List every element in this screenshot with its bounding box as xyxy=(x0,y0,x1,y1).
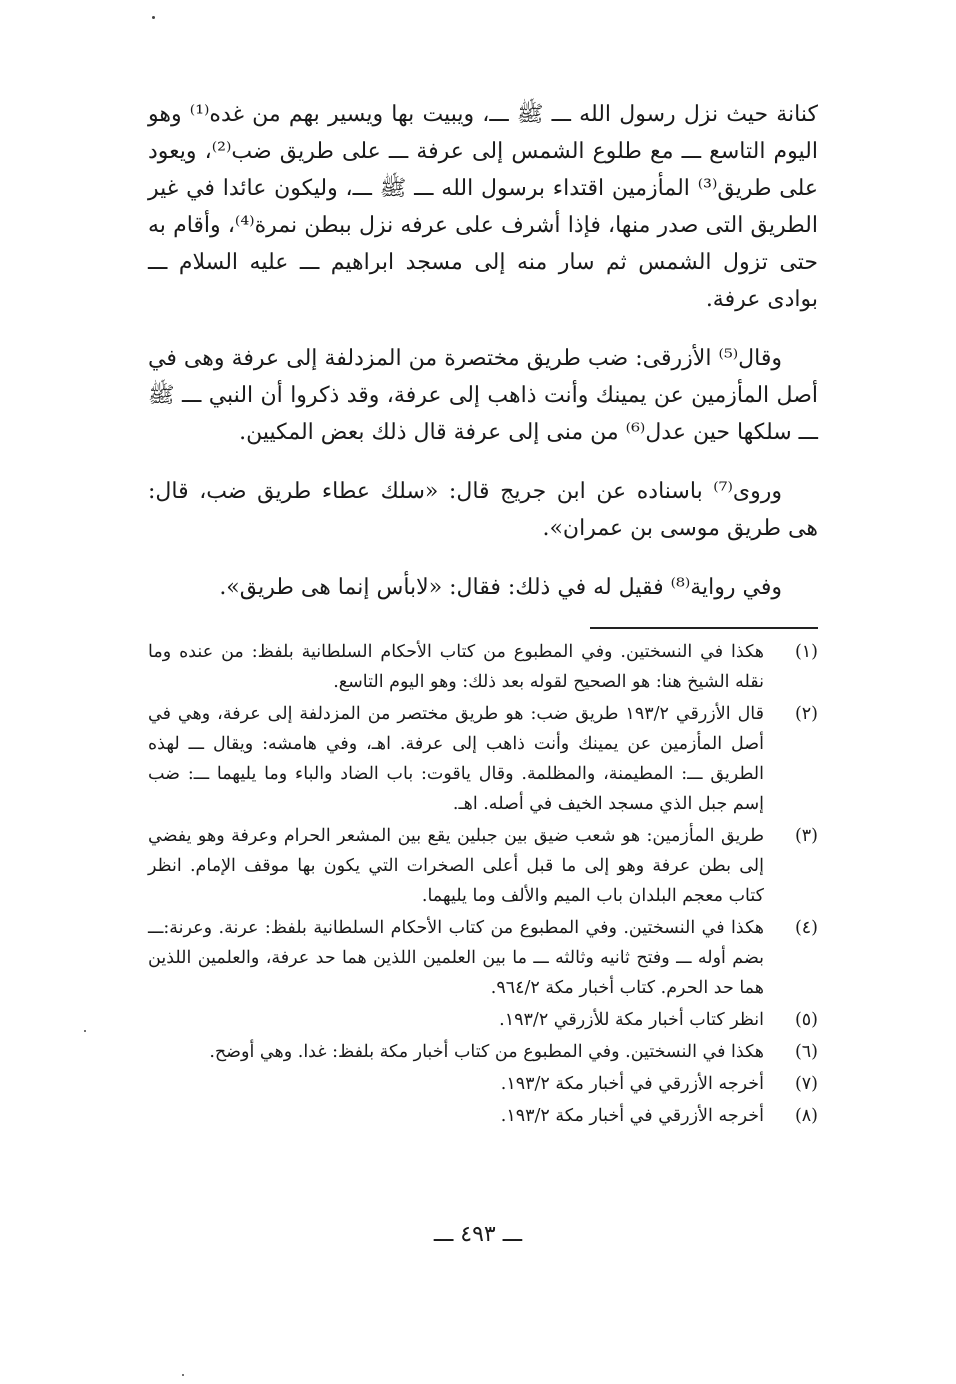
footnote-text: أخرجه الأزرقي في أخبار مكة ١٩٣/٢. xyxy=(500,1106,764,1126)
scan-speck xyxy=(84,1030,86,1032)
footnote-text: هكذا في النسختين. وفي المطبوع من كتاب الأحكام السلطانية بلفظ: من عنده وما نقله الشيخ هنا: هو الصحيح لقوله بعد ذلك: وهو اليوم التاسع. xyxy=(148,642,764,692)
footnote-text: هكذا في النسختين. وفي المطبوع من كتاب أخبار مكة بلفظ: غدا. وهي أوضح. xyxy=(209,1042,764,1062)
footnote-text: هكذا في النسختين. وفي المطبوع من كتاب الأحكام السلطانية بلفظ: عرنة. وعرنة:ـــ بضم أوله ـــ وفتح ثانيه وثالثه ـــ ما بين العلمين اللذين هما حد عرفة، والعلمين اللذين هما حد الحرم. كتاب أخبار مكة ٩٦٤/٢. xyxy=(148,918,764,998)
footnote-text: قال الأزرقي ١٩٣/٢ طريق ضب: هو طريق مختصر من المزدلفة إلى عرفة، وهي في أصل المأزمين عن يمينك وأنت ذاهب إلى عرفة. اهـ، وفي هامشه: ويقال ـــ لهذه الطريق ـــ: المطيمنة، والمظلمة. وقال ياقوت: باب الضاد والباء وما يليهما ـــ: ضب إسم جبل الذي مسجد الخيف في أصله. اهـ. xyxy=(148,704,764,814)
footnote-text: أخرجه الأزرقي في أخبار مكة ١٩٣/٢. xyxy=(500,1074,764,1094)
footnote-number: (٢) xyxy=(794,704,818,724)
footnote-number: (٦) xyxy=(794,1042,818,1062)
footnote-text: طريق المأزمين: هو شعب ضيق بين جبلين يقع بين المشعر الحرام وعرفة وهو يفضي إلى بطن عرفة وهو إلى ما قبل أعلى الصخرات التي يكون بها موقف الإمام. انظر كتاب معجم البلدان باب الميم والألف وما يليهما. xyxy=(148,826,764,906)
paragraph-4: وفي رواية⁽⁸⁾ فقيل له في ذلك: فقال: «لابأس إنما هى طريق». xyxy=(219,575,782,600)
footnote-number: (١) xyxy=(794,642,818,662)
footnote-1 xyxy=(148,637,818,697)
footnote-8 xyxy=(148,1101,818,1131)
scan-speck xyxy=(182,1374,184,1376)
footnote-4 xyxy=(148,913,818,1003)
footnote-number: (٣) xyxy=(794,826,818,846)
scan-speck xyxy=(152,16,155,19)
footnotes xyxy=(148,637,818,1133)
paragraph-3: وروى⁽⁷⁾ باسناده عن ابن جريج قال: «سلك عطاء طريق ضب، قال: هى طريق موسى بن عمران». xyxy=(148,479,818,541)
footnote-number: (٨) xyxy=(794,1106,818,1126)
footnote-text: انظر كتاب أخبار مكة للأزرقي ١٩٣/٢. xyxy=(499,1010,764,1030)
main-text xyxy=(148,96,818,616)
paragraph-1: كنانة حيث نزل رسول الله ـــ ﷺ ـــ، ويبيت بها ويسير بهم من غده⁽¹⁾ وهو اليوم التاسع ـــ مع طلوع الشمس إلى عرفة ـــ على طريق ضب⁽²⁾، ويعود على طريق⁽³⁾ المأزمين اقتداء برسول الله ـــ ﷺ ـــ، وليكون عائدا في غير الطريق التى صدر منها، فإذا أشرف على عرفه نزل ببطن نمرة⁽⁴⁾، وأقام به حتى تزول الشمس ثم سار منه إلى مسجد ابراهيم ـــ عليه السلام ـــ بوادى عرفة. xyxy=(148,102,818,312)
footnote-3 xyxy=(148,821,818,911)
footnote-number: (٤) xyxy=(794,918,818,938)
footnote-divider xyxy=(590,627,818,629)
footnote-number: (٧) xyxy=(794,1074,818,1094)
footnote-2 xyxy=(148,699,818,819)
footnote-number: (٥) xyxy=(794,1010,818,1030)
paragraph-2: وقال⁽⁵⁾ الأزرقى: ضب طريق مختصرة من المزدلفة إلى عرفة وهى في أصل المأزمين عن يمينك وأنت ذاهب إلى عرفة، وقد ذكروا أن النبي ـــ ﷺ ـــ سلكها حين عدل⁽⁶⁾ من منى إلى عرفة قال ذلك بعض المكيين. xyxy=(148,346,818,445)
footnote-5 xyxy=(148,1005,818,1035)
footnote-7 xyxy=(148,1069,818,1099)
footnote-6 xyxy=(148,1037,818,1067)
page-number: ـــ ٤٩٣ ـــ xyxy=(433,1222,523,1247)
